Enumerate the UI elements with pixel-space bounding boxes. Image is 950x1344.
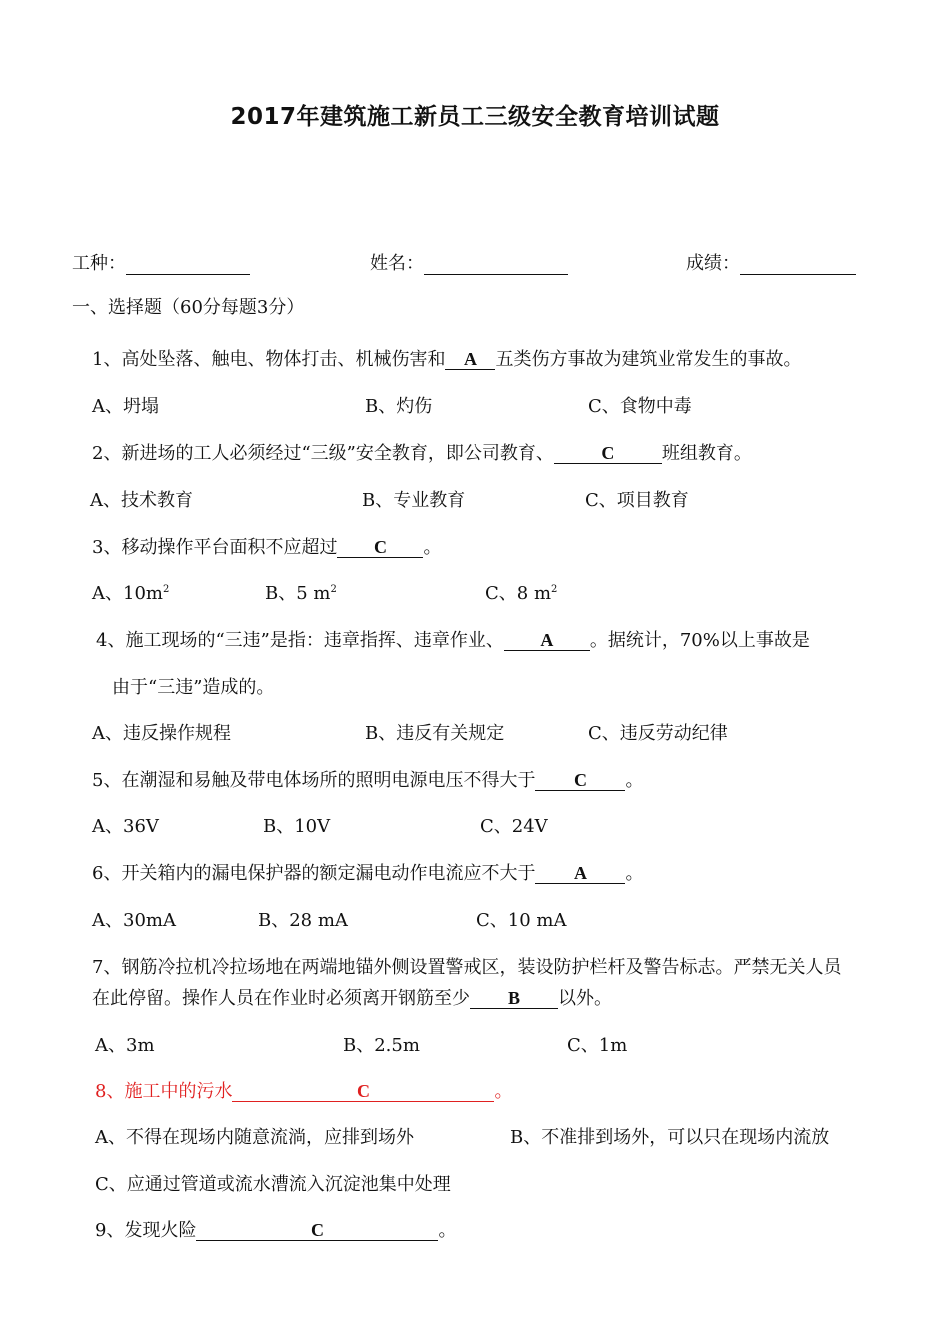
option-a[interactable]: A、违反操作规程: [92, 723, 231, 744]
question-1: 1、高处坠落、触电、物体打击、机械伤害和 A 五类伤方事故为建筑业常发生的事故。: [92, 349, 802, 370]
work-type-field[interactable]: [72, 249, 250, 275]
question-7-continued: 在此停留。操作人员在作业时必须离开钢筋至少 B 以外。: [92, 988, 612, 1009]
question-6: 6、开关箱内的漏电保护器的额定漏电动作电流应不大于 A 。: [92, 863, 644, 884]
option-a[interactable]: A、$10m^2$: [92, 583, 170, 604]
work-type-label: 工种：: [72, 253, 126, 274]
option-c[interactable]: C、1m: [567, 1035, 628, 1056]
answer-blank: C: [337, 537, 423, 558]
name-label: 姓名：: [370, 253, 424, 274]
question-5: 5、在潮湿和易触及带电体场所的照明电源电压不得大于 C 。: [92, 770, 644, 791]
question-2: 2、新进场的工人必须经过“三级”安全教育，即公司教育、 C 班组教育。: [92, 443, 752, 464]
question-8: 8、施工中的污水 C 。: [95, 1081, 513, 1102]
answer-blank: C: [232, 1081, 494, 1102]
question-4-continued: 由于“三违”造成的。: [112, 677, 275, 698]
page-title: 2017年建筑施工新员工三级安全教育培训试题: [230, 104, 720, 130]
option-b[interactable]: B、违反有关规定: [365, 723, 505, 744]
question-3: 3、移动操作平台面积不应超过 C 。: [92, 537, 442, 558]
question-4: 4、施工现场的“三违”是指：违章指挥、违章作业、 A 。据统计，70%以上事故是: [96, 630, 810, 651]
option-b[interactable]: B、专业教育: [362, 490, 466, 511]
option-c[interactable]: C、10 mA: [476, 910, 567, 931]
option-c[interactable]: C、24V: [480, 816, 548, 837]
score-label: 成绩：: [686, 253, 740, 274]
option-a[interactable]: A、不得在现场内随意流淌，应排到场外: [95, 1127, 414, 1148]
answer-blank: A: [445, 349, 495, 370]
option-b[interactable]: B、10V: [263, 816, 331, 837]
answer-blank: C: [196, 1220, 438, 1241]
option-c[interactable]: C、违反劳动纪律: [588, 723, 728, 744]
option-a[interactable]: A、3m: [95, 1035, 155, 1056]
name-field[interactable]: [370, 249, 568, 275]
name-line[interactable]: [424, 254, 568, 275]
option-a[interactable]: A、坍塌: [92, 396, 159, 417]
answer-blank: A: [535, 863, 625, 884]
option-b[interactable]: B、5 $m^2$: [265, 583, 337, 604]
option-b[interactable]: B、灼伤: [365, 396, 433, 417]
score-line[interactable]: [740, 254, 856, 275]
answer-blank: B: [470, 988, 558, 1009]
option-c[interactable]: C、项目教育: [585, 490, 689, 511]
question-9: 9、发现火险 C 。: [95, 1220, 457, 1241]
option-a[interactable]: A、技术教育: [90, 490, 193, 511]
answer-blank: C: [554, 443, 662, 464]
option-b[interactable]: B、2.5m: [343, 1035, 420, 1056]
option-c[interactable]: C、应通过管道或流水漕流入沉淀池集中处理: [95, 1174, 451, 1195]
score-field[interactable]: [686, 249, 856, 275]
section-heading: 一、选择题（60分每题3分）: [72, 297, 305, 318]
option-b[interactable]: B、不准排到场外，可以只在现场内流放: [510, 1127, 830, 1148]
work-type-line[interactable]: [126, 254, 250, 275]
answer-blank: C: [535, 770, 625, 791]
option-b[interactable]: B、28 mA: [258, 910, 348, 931]
option-c[interactable]: C、食物中毒: [588, 396, 692, 417]
question-7: 7、钢筋冷拉机冷拉场地在两端地锚外侧设置警戒区，装设防护栏杆及警告标志。严禁无关人员: [92, 957, 842, 978]
answer-blank: A: [504, 630, 590, 651]
option-a[interactable]: A、30mA: [92, 910, 176, 931]
option-c[interactable]: C、8 $m^2$: [485, 583, 558, 604]
option-a[interactable]: A、36V: [92, 816, 159, 837]
